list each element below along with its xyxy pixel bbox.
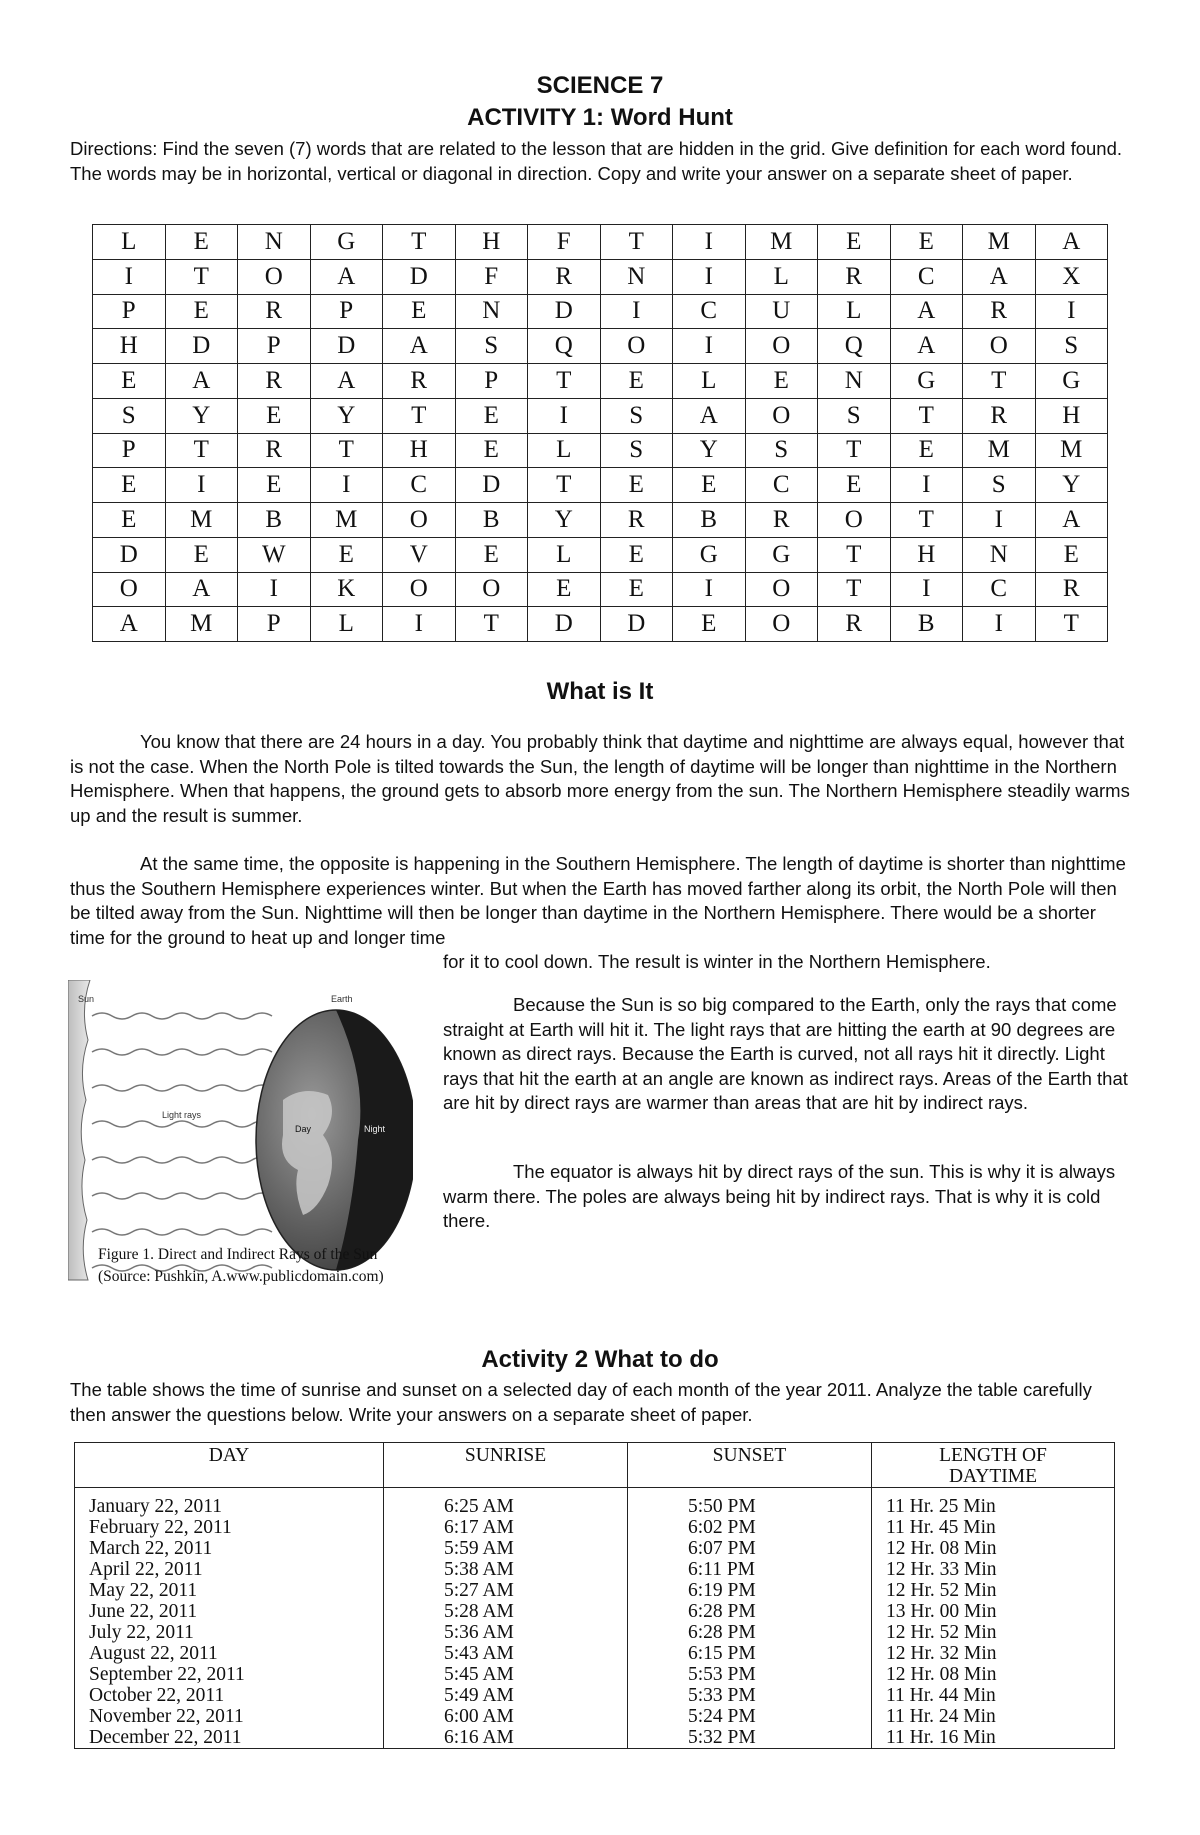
grid-row <box>93 259 1108 294</box>
cell-sunrise: 5:45 AM <box>384 1664 628 1685</box>
grid-letter: T <box>818 537 891 572</box>
grid-letter: O <box>745 398 818 433</box>
header-day: DAY <box>75 1443 384 1488</box>
grid-letter: D <box>600 607 673 642</box>
cell-day: March 22, 2011 <box>75 1538 384 1559</box>
cell-day: July 22, 2011 <box>75 1622 384 1643</box>
paragraph-2: At the same time, the opposite is happening in the Southern Hemisphere. The length of daytime is shorter than nighttime thus the Southern Hemisphere experiences winter. But when the Earth has moved farther along its orbit, the North Pole will then be tilted away from the Sun. Nighttime will then be longer than daytime in the Northern Hemisphere. There would be a shorter time for the ground to heat up and longer time <box>70 853 1126 948</box>
grid-row <box>93 294 1108 329</box>
grid-letter: E <box>165 294 238 329</box>
grid-letter: I <box>165 468 238 503</box>
header-length-line1: LENGTH OF <box>939 1445 1047 1466</box>
grid-letter: O <box>600 329 673 364</box>
grid-letter: I <box>238 572 311 607</box>
cell-length: 11 Hr. 45 Min <box>872 1517 1115 1538</box>
grid-letter: M <box>1035 433 1108 468</box>
cell-length: 13 Hr. 00 Min <box>872 1601 1115 1622</box>
cell-day: November 22, 2011 <box>75 1706 384 1727</box>
cell-length: 12 Hr. 52 Min <box>872 1622 1115 1643</box>
grid-letter: B <box>455 503 528 538</box>
grid-letter: I <box>890 468 963 503</box>
grid-row <box>93 503 1108 538</box>
grid-letter: R <box>238 294 311 329</box>
grid-letter: O <box>818 503 891 538</box>
cell-sunset: 5:32 PM <box>628 1727 872 1749</box>
figure-caption-title: Figure 1. Direct and Indirect Rays of the Sun <box>98 1246 378 1263</box>
table-row <box>75 1580 1115 1601</box>
cell-day: September 22, 2011 <box>75 1664 384 1685</box>
grid-letter: D <box>165 329 238 364</box>
grid-letter: P <box>238 607 311 642</box>
grid-letter: L <box>818 294 891 329</box>
grid-row <box>93 607 1108 642</box>
grid-row <box>93 225 1108 260</box>
grid-letter: V <box>383 537 456 572</box>
grid-letter: T <box>310 433 383 468</box>
grid-letter: I <box>890 572 963 607</box>
grid-letter: P <box>310 294 383 329</box>
grid-letter: E <box>93 364 166 399</box>
grid-row <box>93 364 1108 399</box>
grid-letter: Q <box>528 329 601 364</box>
grid-letter: E <box>890 433 963 468</box>
grid-letter: A <box>1035 503 1108 538</box>
grid-letter: D <box>455 468 528 503</box>
table-row <box>75 1559 1115 1580</box>
grid-letter: D <box>383 259 456 294</box>
grid-letter: S <box>93 398 166 433</box>
grid-letter: Q <box>818 329 891 364</box>
grid-letter: Y <box>310 398 383 433</box>
grid-letter: A <box>673 398 746 433</box>
grid-letter: T <box>455 607 528 642</box>
earth-label: Earth <box>331 994 353 1004</box>
cell-sunrise: 5:59 AM <box>384 1538 628 1559</box>
grid-letter: O <box>455 572 528 607</box>
grid-letter: Y <box>528 503 601 538</box>
grid-letter: R <box>600 503 673 538</box>
grid-letter: P <box>93 294 166 329</box>
grid-letter: T <box>165 433 238 468</box>
cell-sunset: 6:28 PM <box>628 1601 872 1622</box>
grid-letter: E <box>165 225 238 260</box>
grid-letter: T <box>600 225 673 260</box>
grid-letter: E <box>818 225 891 260</box>
grid-letter: R <box>238 364 311 399</box>
paragraph-2-end: for it to cool down. The result is winter in the Northern Hemisphere. <box>443 951 991 972</box>
cell-sunset: 6:19 PM <box>628 1580 872 1601</box>
cell-sunrise: 6:16 AM <box>384 1727 628 1749</box>
grid-letter: I <box>673 329 746 364</box>
grid-row <box>93 329 1108 364</box>
sun-edge <box>68 980 90 1280</box>
grid-letter: E <box>890 225 963 260</box>
paragraph-4: The equator is always hit by direct rays of the sun. This is why it is always warm there. The poles are always being hit by indirect rays. That is why it is cold there. <box>443 1161 1116 1231</box>
day-label: Day <box>295 1124 312 1134</box>
grid-letter: M <box>310 503 383 538</box>
grid-letter: I <box>963 607 1036 642</box>
table-row <box>75 1538 1115 1559</box>
grid-letter: A <box>310 259 383 294</box>
grid-letter: M <box>165 503 238 538</box>
activity1-directions: Directions: Find the seven (7) words that are related to the lesson that are hidden in the grid. Give definition for each word found. The words may be in horizontal, vertical or diagonal in direction. Copy and write your answer on a separate sheet of paper. <box>70 138 1123 184</box>
grid-letter: L <box>528 433 601 468</box>
grid-letter: T <box>963 364 1036 399</box>
grid-letter: E <box>528 572 601 607</box>
grid-letter: S <box>818 398 891 433</box>
grid-letter: E <box>673 468 746 503</box>
grid-letter: T <box>528 364 601 399</box>
table-header-row <box>75 1443 1115 1488</box>
grid-letter: R <box>528 259 601 294</box>
cell-sunset: 6:02 PM <box>628 1517 872 1538</box>
grid-letter: C <box>673 294 746 329</box>
grid-letter: G <box>745 537 818 572</box>
grid-letter: T <box>890 503 963 538</box>
grid-letter: E <box>600 468 673 503</box>
grid-letter: R <box>383 364 456 399</box>
sun-label: Sun <box>78 994 95 1004</box>
grid-letter: I <box>600 294 673 329</box>
grid-letter: S <box>600 398 673 433</box>
cell-sunset: 5:50 PM <box>628 1488 872 1518</box>
cell-sunset: 6:07 PM <box>628 1538 872 1559</box>
paragraph-3: Because the Sun is so big compared to the Earth, only the rays that come straight at Earth will hit it. The light rays that are hitting the earth at 90 degrees are known as direct rays. Because the Earth is curved, not all rays hit it directly. Light rays that hit the earth at an angle are known as indirect rays. Areas of the Earth that are hit by direct rays are warmer than areas that are hit by indirect rays. <box>443 994 1128 1113</box>
grid-letter: I <box>673 259 746 294</box>
grid-letter: T <box>818 572 891 607</box>
grid-letter: N <box>600 259 673 294</box>
table-row <box>75 1622 1115 1643</box>
grid-letter: R <box>1035 572 1108 607</box>
grid-letter: I <box>93 259 166 294</box>
cell-day: January 22, 2011 <box>75 1488 384 1518</box>
grid-letter: Y <box>673 433 746 468</box>
cell-sunset: 5:53 PM <box>628 1664 872 1685</box>
grid-letter: E <box>165 537 238 572</box>
cell-day: October 22, 2011 <box>75 1685 384 1706</box>
grid-letter: F <box>528 225 601 260</box>
grid-letter: M <box>963 433 1036 468</box>
grid-letter: A <box>963 259 1036 294</box>
cell-sunset: 6:28 PM <box>628 1622 872 1643</box>
grid-letter: L <box>745 259 818 294</box>
grid-letter: A <box>1035 225 1108 260</box>
activity2-intro: The table shows the time of sunrise and sunset on a selected day of each month of the year 2011. Analyze the table carefully then answer the questions below. Write your answers on a separate sheet of paper. <box>70 1379 1092 1425</box>
grid-letter: P <box>455 364 528 399</box>
cell-day: May 22, 2011 <box>75 1580 384 1601</box>
grid-letter: E <box>455 537 528 572</box>
grid-letter: N <box>455 294 528 329</box>
cell-day: December 22, 2011 <box>75 1727 384 1749</box>
table-row <box>75 1517 1115 1538</box>
cell-length: 12 Hr. 08 Min <box>872 1664 1115 1685</box>
grid-letter: N <box>963 537 1036 572</box>
grid-letter: A <box>383 329 456 364</box>
grid-letter: O <box>93 572 166 607</box>
grid-letter: L <box>528 537 601 572</box>
grid-letter: N <box>818 364 891 399</box>
page-title: SCIENCE 7 <box>536 72 664 99</box>
grid-letter: T <box>890 398 963 433</box>
grid-letter: C <box>745 468 818 503</box>
grid-letter: E <box>818 468 891 503</box>
grid-letter: O <box>963 329 1036 364</box>
grid-letter: O <box>745 572 818 607</box>
cell-length: 12 Hr. 33 Min <box>872 1559 1115 1580</box>
table-row <box>75 1727 1115 1749</box>
grid-letter: G <box>310 225 383 260</box>
figure-caption <box>98 1244 428 1288</box>
grid-letter: C <box>963 572 1036 607</box>
grid-letter: N <box>238 225 311 260</box>
grid-letter: R <box>818 607 891 642</box>
grid-letter: R <box>963 294 1036 329</box>
grid-letter: E <box>455 433 528 468</box>
grid-letter: T <box>1035 607 1108 642</box>
grid-letter: M <box>745 225 818 260</box>
grid-letter: T <box>383 225 456 260</box>
cell-sunrise: 5:36 AM <box>384 1622 628 1643</box>
grid-letter: E <box>383 294 456 329</box>
cell-length: 11 Hr. 24 Min <box>872 1706 1115 1727</box>
activity1-title: ACTIVITY 1: Word Hunt <box>467 104 733 131</box>
grid-letter: A <box>890 329 963 364</box>
cell-sunset: 6:15 PM <box>628 1643 872 1664</box>
cell-day: June 22, 2011 <box>75 1601 384 1622</box>
grid-letter: M <box>963 225 1036 260</box>
grid-letter: E <box>673 607 746 642</box>
grid-letter: E <box>745 364 818 399</box>
grid-letter: H <box>455 225 528 260</box>
cell-length: 12 Hr. 52 Min <box>872 1580 1115 1601</box>
cell-day: February 22, 2011 <box>75 1517 384 1538</box>
grid-letter: I <box>963 503 1036 538</box>
word-hunt-grid <box>92 224 1108 642</box>
grid-letter: A <box>890 294 963 329</box>
grid-letter: T <box>818 433 891 468</box>
grid-letter: S <box>745 433 818 468</box>
grid-letter: B <box>238 503 311 538</box>
grid-letter: E <box>310 537 383 572</box>
grid-letter: Y <box>165 398 238 433</box>
table-row <box>75 1685 1115 1706</box>
grid-letter: G <box>1035 364 1108 399</box>
grid-letter: F <box>455 259 528 294</box>
cell-sunrise: 5:38 AM <box>384 1559 628 1580</box>
table-row <box>75 1488 1115 1518</box>
grid-letter: P <box>238 329 311 364</box>
cell-length: 11 Hr. 44 Min <box>872 1685 1115 1706</box>
grid-letter: L <box>93 225 166 260</box>
grid-letter: I <box>673 572 746 607</box>
grid-letter: D <box>528 607 601 642</box>
grid-letter: C <box>890 259 963 294</box>
grid-letter: O <box>238 259 311 294</box>
grid-letter: I <box>528 398 601 433</box>
grid-letter: S <box>963 468 1036 503</box>
grid-letter: A <box>93 607 166 642</box>
grid-letter: S <box>1035 329 1108 364</box>
activity2-heading: Activity 2 What to do <box>481 1346 719 1373</box>
paragraph-1: You know that there are 24 hours in a day. You probably think that daytime and nighttime are always equal, however that is not the case. When the North Pole is tilted towards the Sun, the length of daytime will be longer than nighttime in the Northern Hemisphere. When that happens, the ground gets to absorb more energy from the sun. The Northern Hemisphere steadily warms up and the result is summer. <box>70 731 1130 826</box>
sunrise-sunset-table <box>74 1442 1115 1749</box>
grid-letter: E <box>600 537 673 572</box>
table-row <box>75 1601 1115 1622</box>
grid-letter: O <box>383 503 456 538</box>
grid-letter: Y <box>1035 468 1108 503</box>
grid-letter: G <box>890 364 963 399</box>
cell-sunset: 6:11 PM <box>628 1559 872 1580</box>
grid-letter: O <box>745 607 818 642</box>
grid-letter: M <box>165 607 238 642</box>
grid-letter: B <box>890 607 963 642</box>
grid-row <box>93 468 1108 503</box>
cell-sunrise: 6:17 AM <box>384 1517 628 1538</box>
grid-letter: H <box>1035 398 1108 433</box>
header-length-line2: DAYTIME <box>948 1466 1038 1487</box>
grid-letter: K <box>310 572 383 607</box>
grid-letter: W <box>238 537 311 572</box>
grid-row <box>93 537 1108 572</box>
grid-letter: L <box>310 607 383 642</box>
grid-letter: E <box>93 503 166 538</box>
cell-sunrise: 6:00 AM <box>384 1706 628 1727</box>
light-rays-label: Light rays <box>162 1110 202 1120</box>
grid-letter: R <box>963 398 1036 433</box>
table-row <box>75 1706 1115 1727</box>
grid-row <box>93 433 1108 468</box>
grid-row <box>93 398 1108 433</box>
grid-letter: O <box>383 572 456 607</box>
grid-letter: P <box>93 433 166 468</box>
grid-letter: B <box>673 503 746 538</box>
grid-letter: H <box>890 537 963 572</box>
cell-sunrise: 6:25 AM <box>384 1488 628 1518</box>
grid-letter: I <box>383 607 456 642</box>
header-sunrise: SUNRISE <box>384 1443 628 1488</box>
grid-letter: H <box>383 433 456 468</box>
grid-letter: R <box>745 503 818 538</box>
grid-row <box>93 572 1108 607</box>
grid-letter: A <box>165 364 238 399</box>
cell-sunrise: 5:43 AM <box>384 1643 628 1664</box>
grid-letter: E <box>600 364 673 399</box>
grid-letter: I <box>1035 294 1108 329</box>
cell-sunrise: 5:49 AM <box>384 1685 628 1706</box>
grid-letter: E <box>238 398 311 433</box>
cell-length: 12 Hr. 08 Min <box>872 1538 1115 1559</box>
grid-letter: S <box>600 433 673 468</box>
grid-letter: E <box>1035 537 1108 572</box>
grid-letter: C <box>383 468 456 503</box>
cell-sunrise: 5:28 AM <box>384 1601 628 1622</box>
grid-letter: G <box>673 537 746 572</box>
grid-letter: X <box>1035 259 1108 294</box>
grid-letter: E <box>238 468 311 503</box>
what-is-it-heading: What is It <box>546 678 654 705</box>
cell-sunrise: 5:27 AM <box>384 1580 628 1601</box>
grid-letter: A <box>165 572 238 607</box>
header-length <box>872 1443 1115 1488</box>
night-label: Night <box>364 1124 386 1134</box>
grid-letter: I <box>673 225 746 260</box>
grid-letter: T <box>528 468 601 503</box>
grid-letter: E <box>600 572 673 607</box>
grid-letter: T <box>165 259 238 294</box>
header-sunset: SUNSET <box>628 1443 872 1488</box>
table-row <box>75 1643 1115 1664</box>
grid-letter: A <box>310 364 383 399</box>
grid-letter: L <box>673 364 746 399</box>
grid-letter: T <box>383 398 456 433</box>
cell-sunset: 5:33 PM <box>628 1685 872 1706</box>
grid-letter: R <box>818 259 891 294</box>
grid-letter: D <box>310 329 383 364</box>
grid-letter: E <box>455 398 528 433</box>
grid-letter: D <box>93 537 166 572</box>
grid-letter: D <box>528 294 601 329</box>
light-rays <box>92 1013 272 1271</box>
grid-letter: R <box>238 433 311 468</box>
cell-length: 12 Hr. 32 Min <box>872 1643 1115 1664</box>
cell-day: August 22, 2011 <box>75 1643 384 1664</box>
grid-letter: E <box>93 468 166 503</box>
grid-letter: H <box>93 329 166 364</box>
grid-letter: I <box>310 468 383 503</box>
cell-sunset: 5:24 PM <box>628 1706 872 1727</box>
grid-letter: O <box>745 329 818 364</box>
cell-length: 11 Hr. 16 Min <box>872 1727 1115 1749</box>
grid-letter: U <box>745 294 818 329</box>
figure-caption-source: (Source: Pushkin, A.www.publicdomain.com) <box>98 1268 384 1285</box>
table-row <box>75 1664 1115 1685</box>
cell-length: 11 Hr. 25 Min <box>872 1488 1115 1518</box>
cell-day: April 22, 2011 <box>75 1559 384 1580</box>
grid-letter: S <box>455 329 528 364</box>
